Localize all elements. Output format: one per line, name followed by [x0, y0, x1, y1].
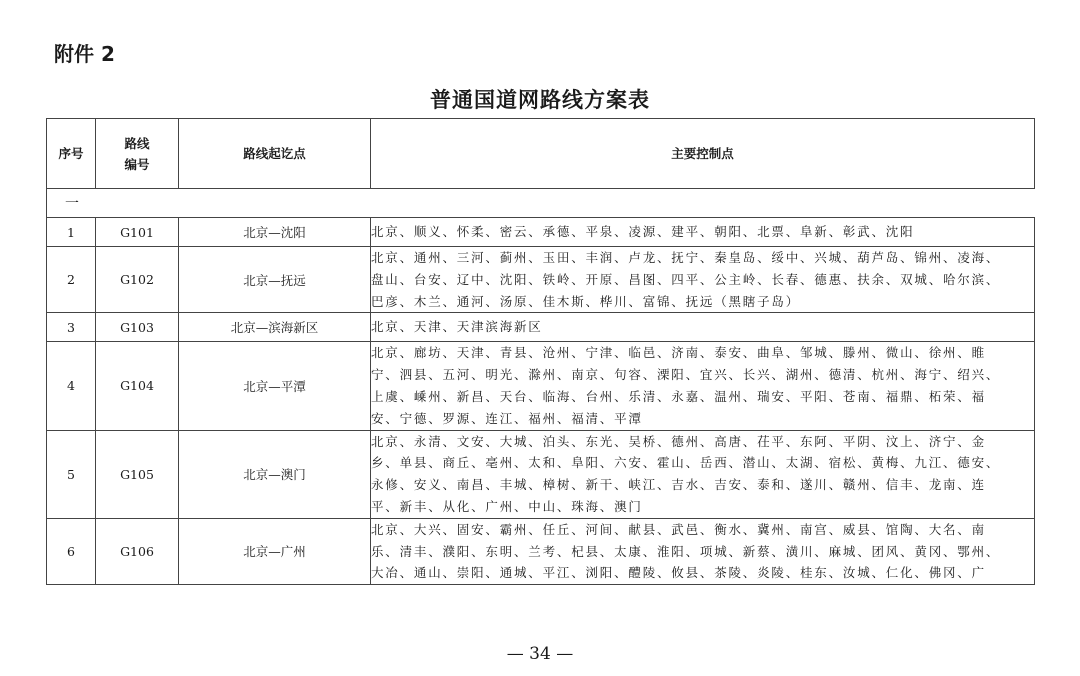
control-points-line: 安、宁德、罗源、连江、福州、福清、平潭 [371, 410, 643, 426]
row-endpoints: 北京—平潭 [179, 342, 371, 430]
row-no: 4 [47, 342, 96, 430]
row-code: G106 [96, 518, 179, 584]
control-points-line: 北京、永清、文安、大城、泊头、东光、吴桥、德州、高唐、茌平、东阿、平阴、汶上、济宁、金 [371, 433, 986, 449]
control-points-line: 上虞、嵊州、新昌、天台、临海、台州、乐清、永嘉、温州、瑞安、平阳、苍南、福鼎、柘荣、福 [371, 388, 986, 404]
control-points-line: 北京、天津、天津滨海新区 [371, 319, 543, 335]
table-row [47, 430, 1035, 518]
row-control-points [371, 247, 1035, 313]
header-endpoints: 路线起讫点 [179, 119, 371, 189]
header-code-line1: 路线 [124, 135, 150, 151]
row-endpoints: 北京—广州 [179, 518, 371, 584]
table-row [47, 518, 1035, 584]
section-row [47, 189, 1035, 218]
control-points-line: 永修、安义、南昌、丰城、樟树、新干、峡江、吉水、吉安、泰和、遂川、赣州、信丰、龙南、连 [371, 477, 986, 493]
control-points-line: 乐、清丰、濮阳、东明、兰考、杞县、太康、淮阳、项城、新蔡、潢川、麻城、团风、黄冈、鄂州、 [371, 543, 1001, 559]
row-no: 5 [47, 430, 96, 518]
table-title: 普通国道网路线方案表 [430, 88, 650, 112]
control-points-line: 北京、廊坊、天津、青县、沧州、宁津、临邑、济南、泰安、曲阜、邹城、滕州、微山、徐州、睢 [371, 345, 986, 361]
control-points-line: 宁、泗县、五河、明光、滁州、南京、句容、溧阳、宜兴、长兴、湖州、德清、杭州、海宁、绍兴、 [371, 367, 1001, 383]
row-code: G103 [96, 313, 179, 342]
section-label: 一 [47, 189, 1035, 218]
row-control-points [371, 313, 1035, 342]
control-points-line: 北京、大兴、固安、霸州、任丘、河间、献县、武邑、衡水、冀州、南宫、威县、馆陶、大名、南 [371, 521, 986, 537]
row-no: 2 [47, 247, 96, 313]
control-points-line: 平、新丰、从化、广州、中山、珠海、澳门 [371, 498, 643, 514]
row-no: 3 [47, 313, 96, 342]
row-no: 1 [47, 218, 96, 247]
row-control-points [371, 342, 1035, 430]
row-control-points [371, 218, 1035, 247]
header-control-points: 主要控制点 [371, 119, 1035, 189]
row-code: G101 [96, 218, 179, 247]
table-row [47, 247, 1035, 313]
header-no: 序号 [47, 119, 96, 189]
row-code: G104 [96, 342, 179, 430]
table-row [47, 342, 1035, 430]
route-table [46, 118, 1035, 585]
row-no: 6 [47, 518, 96, 584]
row-code: G105 [96, 430, 179, 518]
header-code-line2: 编号 [124, 156, 150, 172]
control-points-line: 盘山、台安、辽中、沈阳、铁岭、开原、昌图、四平、公主岭、长春、德惠、扶余、双城、哈尔滨、 [371, 271, 1001, 287]
row-endpoints: 北京—抚远 [179, 247, 371, 313]
row-control-points [371, 518, 1035, 584]
control-points-line: 北京、通州、三河、蓟州、玉田、丰润、卢龙、抚宁、秦皇岛、绥中、兴城、葫芦岛、锦州、凌海、 [371, 250, 1001, 265]
header-row [47, 119, 1035, 189]
header-code [96, 119, 179, 189]
control-points-line: 大冶、通山、崇阳、通城、平江、浏阳、醴陵、攸县、茶陵、炎陵、桂东、汝城、仁化、佛冈、广 [371, 565, 986, 581]
row-control-points [371, 430, 1035, 518]
page-number: — 34 — [506, 644, 574, 664]
control-points-line: 乡、单县、商丘、亳州、太和、阜阳、六安、霍山、岳西、潜山、太湖、宿松、黄梅、九江、德安、 [371, 455, 1001, 471]
row-code: G102 [96, 247, 179, 313]
control-points-line: 北京、顺义、怀柔、密云、承德、平泉、凌源、建平、朝阳、北票、阜新、彰武、沈阳 [371, 224, 915, 240]
row-endpoints: 北京—澳门 [179, 430, 371, 518]
row-endpoints: 北京—滨海新区 [179, 313, 371, 342]
attachment-label: 附件 2 [54, 42, 115, 66]
row-endpoints: 北京—沈阳 [179, 218, 371, 247]
control-points-line: 巴彦、木兰、通河、汤原、佳木斯、桦川、富锦、抚远（黑瞎子岛） [371, 293, 801, 309]
table-row [47, 218, 1035, 247]
table-row [47, 313, 1035, 342]
